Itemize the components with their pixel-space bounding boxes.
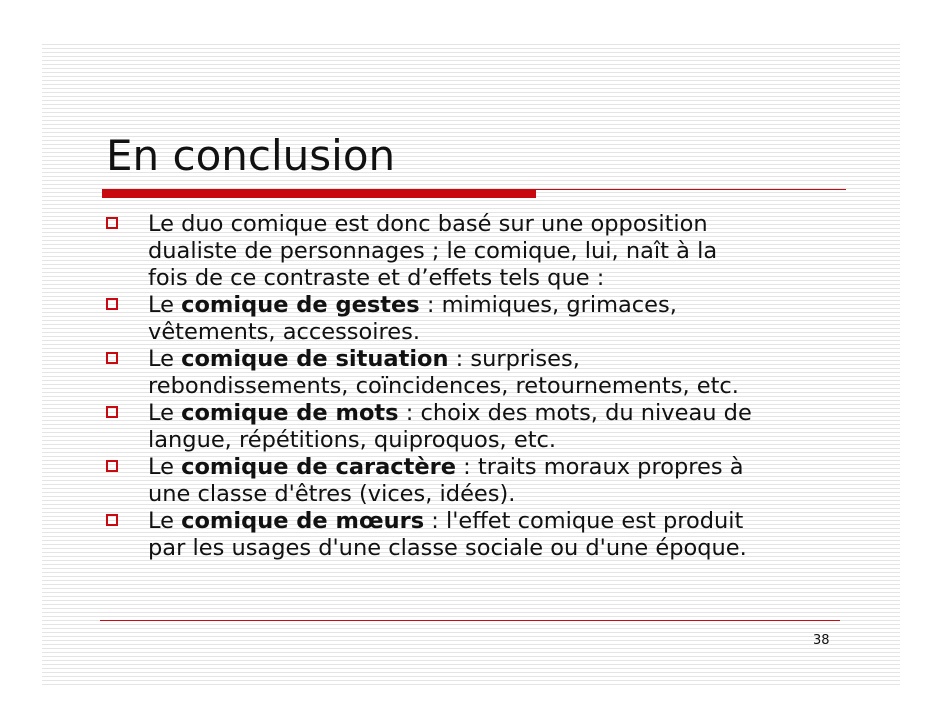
hollow-square-bullet-icon <box>106 217 118 229</box>
bullet-text: fois de ce contraste et d’effets tels que : <box>148 265 605 291</box>
bullet-line <box>148 373 846 400</box>
slide <box>42 44 900 686</box>
bullet-item <box>106 400 846 454</box>
bullet-item <box>106 508 846 562</box>
bullet-text: Le <box>148 508 182 534</box>
bullet-text: Le duo comique est donc basé sur une opposition <box>148 211 708 237</box>
bullet-line <box>148 481 846 508</box>
bullet-line <box>148 427 846 454</box>
bullet-text: : choix des mots, du niveau de <box>398 400 752 426</box>
bullet-keyword: comique de caractère <box>181 454 457 480</box>
hollow-square-bullet-icon <box>106 460 118 472</box>
bullet-line <box>148 508 846 535</box>
title-accent-bar <box>102 189 536 198</box>
bullet-line <box>148 400 846 427</box>
bullet-text: : l'effet comique est produit <box>424 508 744 534</box>
bullet-list <box>106 211 846 562</box>
bullet-text: dualiste de personnages ; le comique, lui, naît à la <box>148 238 718 264</box>
bullet-line <box>148 211 846 238</box>
bullet-line <box>148 319 846 346</box>
bullet-text: : surprises, <box>448 346 580 372</box>
bullet-line <box>148 454 846 481</box>
slide-title: En conclusion <box>106 131 396 180</box>
bullet-text: une classe d'êtres (vices, idées). <box>148 481 516 507</box>
footer-rule <box>100 620 840 621</box>
bullet-keyword: comique de situation <box>181 346 449 372</box>
bullet-line <box>148 292 846 319</box>
page-number: 38 <box>813 633 830 648</box>
bullet-line <box>148 265 846 292</box>
bullet-item <box>106 454 846 508</box>
bullet-text: Le <box>148 400 182 426</box>
bullet-text: rebondissements, coïncidences, retournements, etc. <box>148 373 739 399</box>
bullet-text: Le <box>148 292 182 318</box>
hollow-square-bullet-icon <box>106 352 118 364</box>
bullet-text: Le <box>148 454 182 480</box>
bullet-text: : traits moraux propres à <box>456 454 744 480</box>
hollow-square-bullet-icon <box>106 406 118 418</box>
hollow-square-bullet-icon <box>106 298 118 310</box>
bullet-line <box>148 238 846 265</box>
bullet-keyword: comique de mœurs <box>181 508 425 534</box>
bullet-item <box>106 292 846 346</box>
bullet-text: langue, répétitions, quiproquos, etc. <box>148 427 557 453</box>
bullet-text: : mimiques, grimaces, <box>419 292 677 318</box>
bullet-keyword: comique de gestes <box>181 292 420 318</box>
title-underline <box>536 189 846 190</box>
bullet-line <box>148 346 846 373</box>
bullet-text: vêtements, accessoires. <box>148 319 420 345</box>
bullet-item <box>106 211 846 292</box>
bullet-line <box>148 535 846 562</box>
bullet-text: par les usages d'une classe sociale ou d'une époque. <box>148 535 747 561</box>
bullet-text: Le <box>148 346 182 372</box>
hollow-square-bullet-icon <box>106 514 118 526</box>
bullet-item <box>106 346 846 400</box>
bullet-keyword: comique de mots <box>181 400 399 426</box>
